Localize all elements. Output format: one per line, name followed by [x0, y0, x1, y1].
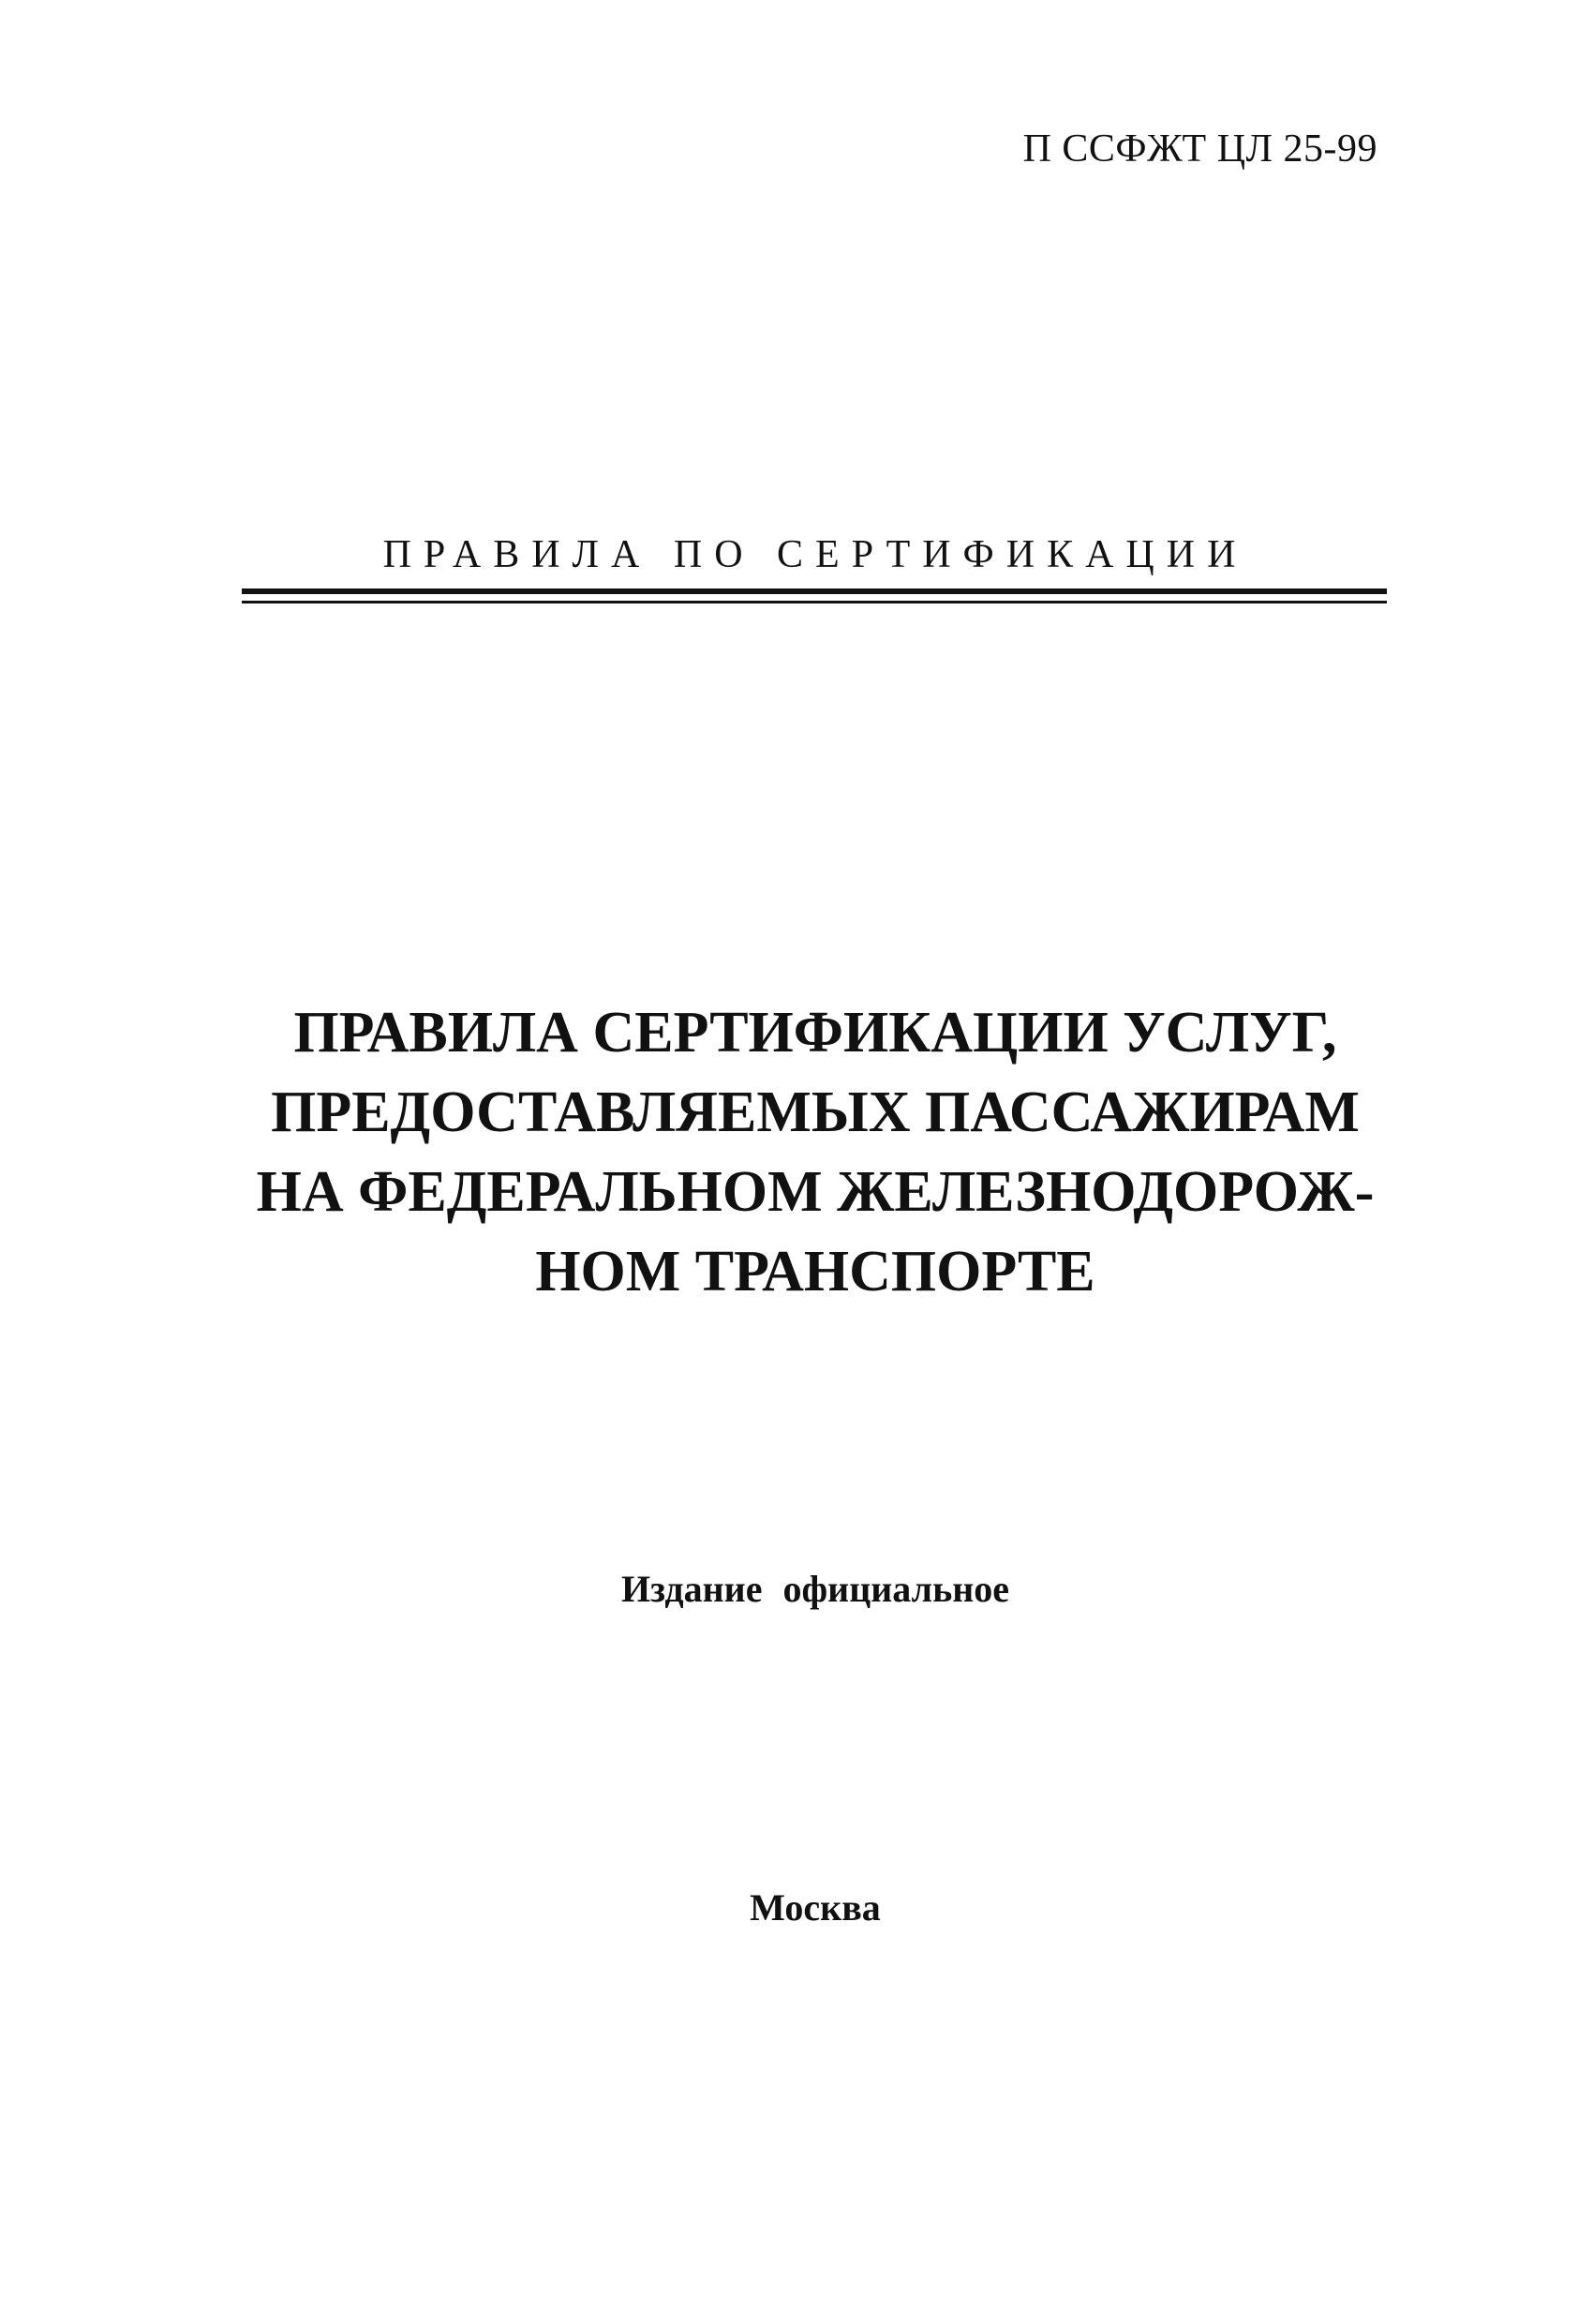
edition-note: Издание официальное	[620, 1568, 1010, 1610]
title-line: НОМ ТРАНСПОРТЕ	[535, 1240, 1095, 1304]
publication-city: Москва	[750, 1886, 881, 1929]
title-line: ПРЕДОСТАВЛЯЕМЫХ ПАССАЖИРАМ	[271, 1080, 1360, 1144]
document-code: П ССФЖТ ЦЛ 25-99	[1022, 127, 1377, 171]
series-heading: ПРАВИЛА ПО СЕРТИФИКАЦИИ	[382, 533, 1248, 576]
document-title	[244, 993, 1387, 1312]
title-line: НА ФЕДЕРАЛЬНОМ ЖЕЛЕЗНОДОРОЖ-	[256, 1160, 1375, 1224]
title-line: ПРАВИЛА СЕРТИФИКАЦИИ УСЛУГ,	[293, 1001, 1337, 1065]
heading-rule-thin	[242, 601, 1387, 603]
heading-rule-thick	[242, 588, 1387, 594]
